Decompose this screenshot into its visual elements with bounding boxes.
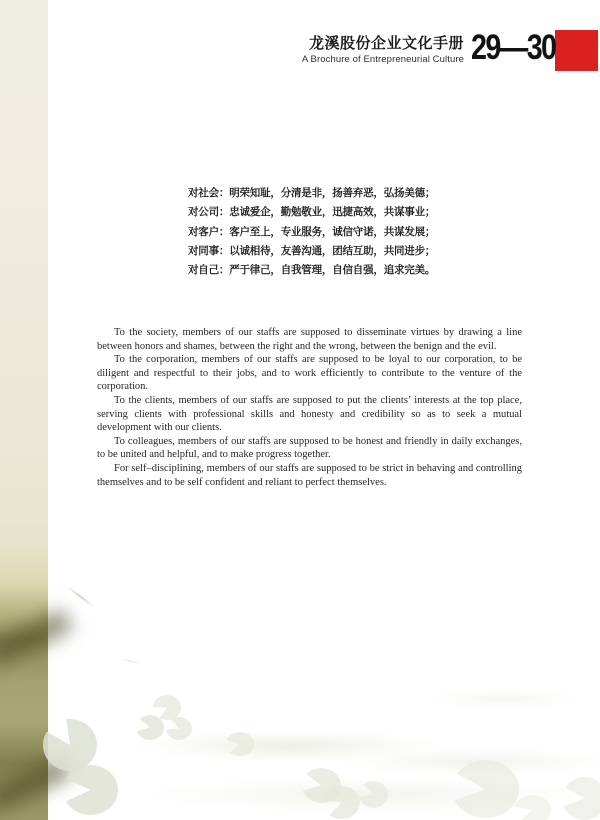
page-number-box — [471, 28, 556, 67]
value-line-zh: 对社会：明荣知耻，分清是非，扬善弃恶，弘扬美德； — [188, 187, 436, 199]
page-number: 29—30 — [471, 28, 556, 67]
values-block-zh — [188, 184, 435, 280]
value-paragraph-en: To colleagues, members of our staffs are supposed to be honest and friendly in daily exchanges, to be united and helpful, and to make progress together. — [97, 435, 522, 461]
values-block-en — [97, 326, 522, 489]
value-paragraph-en: To the society, members of our staffs are supposed to disseminate virtues by drawing a line between honors and shames, between the right and the wrong, between the benign and the evil. — [97, 327, 522, 352]
watermark-shading — [430, 688, 580, 710]
lily-pad-watermark — [562, 777, 600, 820]
value-paragraph-en: For self–disciplining, members of our staffs are supposed to be strict in behaving and controlling themselves and to be self confident and reliant to perfect themselves. — [97, 462, 522, 488]
page-accent-square — [555, 30, 598, 71]
edge-shadow-band — [0, 754, 73, 813]
brochure-subtitle-en: A Brochure of Entrepreneurial Culture — [301, 54, 464, 65]
edge-shadow-band — [0, 608, 73, 667]
page-header — [0, 28, 598, 71]
paper-crease — [120, 657, 140, 665]
lily-pad-watermark — [136, 715, 164, 740]
watermark-shading — [340, 748, 600, 776]
page-edge-texture — [0, 0, 48, 820]
watermark-shading — [150, 778, 580, 812]
value-line-zh: 对同事：以诚相待，友善沟通，团结互助，共同进步； — [188, 244, 436, 257]
lily-pad-watermark — [153, 695, 181, 720]
header-titles — [302, 36, 464, 65]
watermark-shading — [135, 730, 445, 762]
brochure-title-zh: 龙溪股份企业文化手册 — [308, 35, 464, 52]
lily-pad-watermark — [323, 786, 360, 819]
value-paragraph-en: To the clients, members of our staffs are supposed to put the clients’ interests at the top place, serving clients with professional skills and honesty and credibility so as to seek a mutual development with our clients. — [97, 394, 522, 434]
lily-pad-watermark — [514, 795, 551, 820]
lily-pad-watermark — [166, 717, 192, 740]
value-line-zh: 对自己：严于律己，自我管理，自信自强，追求完美。 — [188, 264, 436, 277]
lily-pad-watermark — [302, 768, 341, 803]
lily-pad-watermark — [359, 781, 388, 808]
value-line-zh: 对公司：忠诚爱企，勤勉敬业，迅捷高效，共谋事业； — [188, 206, 436, 219]
value-line-zh: 对客户：客户至上，专业服务，诚信守诺，共谋发展； — [188, 225, 436, 238]
lily-pad-watermark — [452, 760, 519, 818]
lily-pad-watermark — [226, 732, 254, 756]
paper-crease — [67, 586, 95, 608]
value-paragraph-en: To the corporation, members of our staffs are supposed to be loyal to our corporation, to be diligent and respectful to their jobs, and to work efficiently to contribute to the venture of the corporation. — [97, 354, 522, 393]
